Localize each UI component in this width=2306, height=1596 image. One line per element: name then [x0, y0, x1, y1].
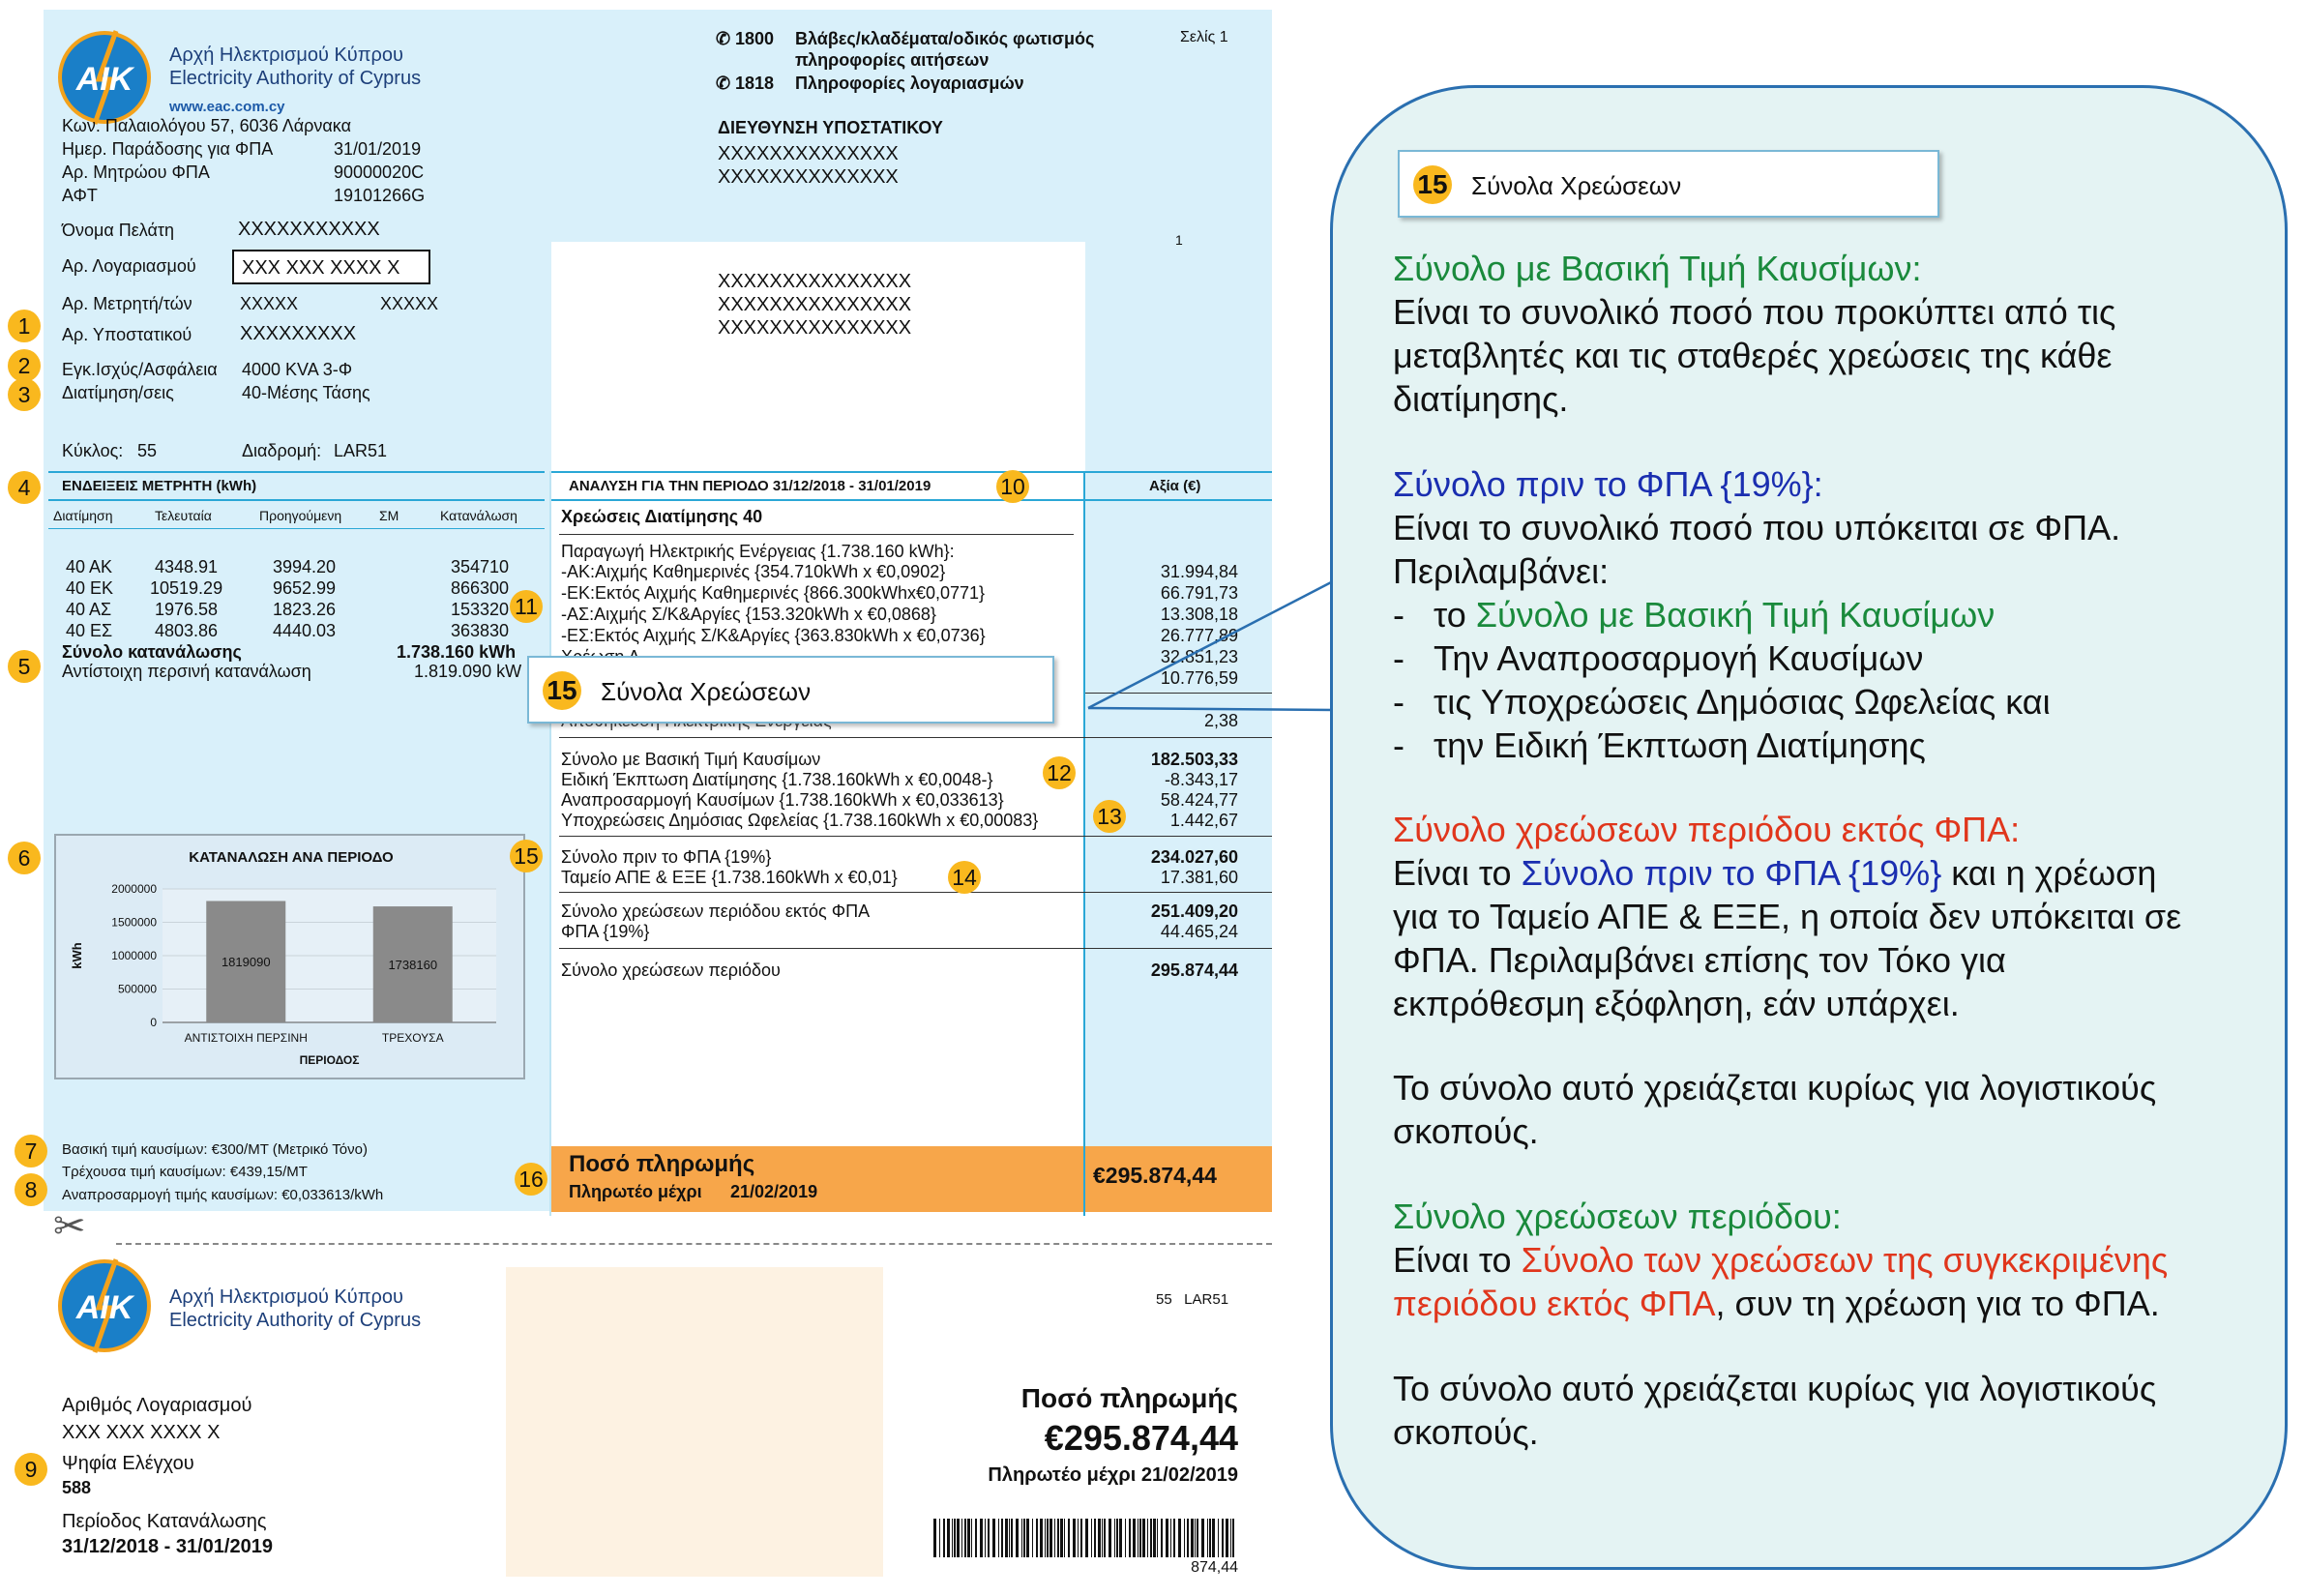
callout-p1-title: Σύνολο με Βασική Τιμή Καυσίμων: — [1393, 249, 1922, 288]
barcode-bar — [1005, 1519, 1008, 1557]
callout-p2-bullet4: την Ειδική Έκπτωση Διατίμησης — [1434, 725, 1926, 765]
summary-label: Αναπροσαρμογή Καυσίμων {1.738.160kWh x €0,033613} — [561, 790, 1004, 810]
callout-p4-line2-suffix: , συν τη χρέωση για το ΦΠΑ. — [1715, 1284, 2160, 1323]
stub-logo — [56, 1257, 153, 1354]
callout-p2-line1: Είναι το συνολικό ποσό που υπόκειται σε ΦΠΑ. — [1393, 508, 2121, 547]
stub-barcode — [933, 1519, 1238, 1557]
barcode-bar — [1153, 1519, 1156, 1557]
callout-p4-line1-prefix: Είναι το — [1393, 1240, 1522, 1280]
stub-account: XXX XXX XXXX X — [62, 1422, 221, 1443]
tariff-heading-rule — [559, 534, 1074, 535]
barcode-bar — [1036, 1519, 1038, 1557]
callout-connector — [1050, 580, 1340, 774]
barcode-bar — [952, 1519, 953, 1557]
svg-text:AIK: AIK — [75, 61, 133, 98]
summary-value: 182.503,33 — [1150, 750, 1238, 769]
chart-y-tick-label: 1000000 — [111, 949, 157, 962]
meter-col-tariff: Διατίμηση — [53, 508, 113, 523]
stub-pay-amount: €295.874,44 — [1044, 1418, 1238, 1458]
vat-reg-label: Αρ. Μητρώου ΦΠΑ — [62, 163, 210, 182]
barcode-bar — [1116, 1519, 1118, 1557]
chart-y-tick-label: 0 — [150, 1016, 157, 1029]
barcode-bar — [1195, 1519, 1196, 1557]
barcode-bar — [1080, 1519, 1082, 1557]
meter-cell-last: 10519.29 — [150, 578, 223, 598]
account-number: XXX XXX XXXX X — [242, 257, 400, 279]
vat-rule — [559, 948, 1272, 949]
barcode-bar — [1187, 1519, 1189, 1557]
barcode-bar — [1073, 1519, 1076, 1557]
barcode-bar — [967, 1519, 970, 1557]
callout-p3-title: Σύνολο χρεώσεων περιόδου εκτός ΦΠΑ: — [1393, 810, 2021, 849]
barcode-bar — [1170, 1519, 1171, 1557]
cycle-value: 55 — [137, 441, 158, 460]
phone1-number: 1800 — [735, 29, 775, 48]
barcode-bar — [1197, 1519, 1198, 1557]
before-vat-value: 234.027,60 — [1150, 847, 1238, 867]
callout-p4-line2 — [1393, 1282, 2160, 1325]
customer-name-label: Όνομα Πελάτη — [62, 221, 175, 240]
meter-cell-previous: 3994.20 — [273, 557, 337, 576]
barcode-bar — [1161, 1519, 1163, 1557]
pay-until-date: 21/02/2019 — [730, 1182, 818, 1201]
stub-check: 588 — [62, 1478, 92, 1497]
partial-charge-value: 2,38 — [1203, 711, 1238, 730]
meter-cell-previous: 4440.03 — [273, 621, 337, 640]
callout-p2-bullet1 — [1434, 593, 1995, 636]
marker-badge-8: 8 — [15, 1173, 47, 1206]
phone-icon-1: ✆ — [716, 29, 731, 48]
callout-p3-line3: ΦΠΑ. Περιλαμβάνει επίσης τον Τόκο για — [1393, 940, 2006, 980]
callout-bullet-dash: - — [1393, 638, 1404, 678]
meter-cell-last: 1976.58 — [155, 600, 219, 619]
barcode-bar — [1064, 1519, 1065, 1557]
marker-badge-3: 3 — [8, 378, 41, 411]
barcode-bar — [1147, 1519, 1148, 1557]
meter-cell-consumption: 354710 — [451, 557, 510, 576]
chart-y-tick-label: 2000000 — [111, 882, 157, 896]
res-fund-label: Ταμείο ΑΠΕ & ΕΞΕ {1.738.160kWh x €0,01} — [561, 868, 898, 887]
callout-p2-title: Σύνολο πριν το ΦΠΑ {19%}: — [1393, 464, 1823, 504]
stub-account-label: Αριθμός Λογαριασμού — [62, 1395, 252, 1416]
summary-value: 58.424,77 — [1160, 790, 1238, 810]
callout-p4-title: Σύνολο χρεώσεων περιόδου: — [1393, 1197, 1842, 1236]
meter-col-sm: ΣΜ — [379, 508, 399, 523]
before-vat-label: Σύνολο πριν το ΦΠΑ {19%} — [561, 847, 772, 867]
barcode-bar — [1129, 1519, 1131, 1557]
chart-category-label: ΤΡΕΧΟΥΣΑ — [381, 1031, 444, 1045]
barcode-bar — [992, 1519, 995, 1557]
marker-badge-13: 13 — [1093, 800, 1126, 833]
barcode-bar — [980, 1519, 983, 1557]
stub-check-label: Ψηφία Ελέγχου — [62, 1453, 194, 1474]
meter-cell-tariff: 40 AK — [66, 557, 113, 576]
consumption-chart — [54, 834, 525, 1079]
chart-y-tick-label: 500000 — [117, 982, 157, 996]
charge-line-value: 13.308,18 — [1160, 605, 1238, 624]
fuel-base-price: Βασική τιμή καυσίμων: €300/MT (Μετρικό Τόνο) — [62, 1141, 368, 1158]
analysis-title: ΑΝΑΛΥΣΗ ΓΙΑ ΤΗΝ ΠΕΡΙΟΔΟ 31/12/2018 - 31/01/2019 — [569, 478, 931, 494]
barcode-bar — [961, 1519, 962, 1557]
barcode-bar — [1207, 1519, 1208, 1557]
cut-line — [116, 1243, 1272, 1245]
barcode-bar — [1094, 1519, 1096, 1557]
fuel-adjustment: Αναπροσαρμογή τιμής καυσίμων: €0,033613/kWh — [62, 1187, 384, 1203]
period-total-label: Σύνολο χρεώσεων περιόδου — [561, 961, 781, 980]
account-number-label: Αρ. Λογαριασμού — [62, 256, 196, 276]
marker-badge-2: 2 — [8, 349, 41, 382]
stub-faded-notice — [506, 1267, 883, 1577]
barcode-bar — [1104, 1519, 1106, 1557]
barcode-bar — [1191, 1519, 1194, 1557]
premise-address-line2: XXXXXXXXXXXXXX — [718, 166, 899, 188]
barcode-bar — [943, 1519, 945, 1557]
callout-p4-line1 — [1393, 1238, 2168, 1282]
meter-cell-tariff: 40 AΣ — [66, 600, 112, 619]
barcode-bar — [1011, 1519, 1013, 1557]
barcode-bar — [1184, 1519, 1185, 1557]
premise-address-label: ΔΙΕΥΘΥΝΣΗ ΥΠΟΣΤΑΤΙΚΟΥ — [718, 118, 943, 137]
callout-bullet-dash: - — [1393, 595, 1404, 635]
totals-overlay-label — [527, 656, 1054, 724]
callout-title-text: Σύνολα Χρεώσεων — [1471, 171, 1682, 200]
barcode-bar — [1026, 1519, 1029, 1557]
previous-consumption-label: Αντίστοιχη περσινή κατανάλωση — [62, 662, 311, 681]
stub-pay-label: Ποσό πληρωμής — [1020, 1383, 1238, 1413]
fuel-current-price: Τρέχουσα τιμή καυσίμων: €439,15/MT — [62, 1164, 308, 1180]
hidden-value-1: 32.851,23 — [1160, 647, 1238, 666]
company-name-gr: Αρχή Ηλεκτρισμού Κύπρου — [169, 44, 403, 66]
meter-cell-previous: 9652.99 — [273, 578, 337, 598]
total-consumption: 1.738.160 kWh — [397, 642, 517, 662]
excl-vat-label: Σύνολο χρεώσεων περιόδου εκτός ΦΠΑ — [561, 901, 871, 921]
callout-p3-note2: σκοπούς. — [1393, 1111, 1539, 1151]
charge-line-value: 31.994,84 — [1160, 562, 1238, 581]
barcode-bar — [1060, 1519, 1063, 1557]
route-value: LAR51 — [334, 441, 388, 460]
chart-data-label: 1819090 — [221, 955, 271, 970]
callout-p3-line2: για το Ταμείο ΑΠΕ & ΕΞΕ, η οποία δεν υπόκειται σε — [1393, 897, 2182, 936]
company-name-en: Electricity Authority of Cyprus — [169, 68, 422, 89]
barcode-bar — [939, 1519, 940, 1557]
marker-badge-11: 11 — [510, 590, 543, 623]
tariff-label: Διατίμηση/σεις — [62, 383, 174, 402]
callout-p3-line1 — [1393, 851, 2156, 895]
barcode-bar — [1218, 1519, 1219, 1557]
charge-line-label: -ΕΚ:Εκτός Αιχμής Καθημερινές {866.300kWhx€0,0771} — [561, 583, 986, 603]
callout-p3-line4: εκπρόθεσμη εξόφληση, εάν υπάρχει. — [1393, 984, 1960, 1023]
callout-p3-line1-link: Σύνολο πριν το ΦΠΑ {19%} — [1521, 853, 1942, 893]
summary-value: -8.343,17 — [1164, 770, 1238, 789]
analysis-value-header: Αξία (€) — [1149, 478, 1201, 494]
route-label: Διαδρομή: — [242, 441, 322, 460]
callout-p2-line2: Περιλαμβάνει: — [1393, 551, 1610, 591]
callout-p2-bullet3: τις Υποχρεώσεις Δημόσιας Ωφελείας και — [1434, 682, 2051, 722]
meter-cell-last: 4348.91 — [155, 557, 219, 576]
callout-p1-line2: μεταβλητές και τις σταθερές χρεώσεις της κάθε — [1393, 336, 2113, 375]
marker-badge-4: 4 — [8, 471, 41, 504]
barcode-bar — [954, 1519, 956, 1557]
phone1-desc2: πληροφορίες αιτήσεων — [795, 50, 990, 70]
page-number: Σελίς 1 — [1180, 29, 1228, 45]
summary-label: Ειδική Έκπτωση Διατίμησης {1.738.160kWh x €0,0048-} — [561, 770, 993, 789]
summary-value: 1.442,67 — [1169, 811, 1238, 830]
barcode-bar — [1057, 1519, 1059, 1557]
barcode-bar — [1091, 1519, 1092, 1557]
meter-number-label: Αρ. Μετρητή/τών — [62, 294, 192, 313]
callout-p2-bullet2: Την Αναπροσαρμογή Καυσίμων — [1434, 638, 1924, 678]
callout-badge-15: 15 — [1413, 165, 1452, 204]
meter-readings-title: ΕΝΔΕΙΞΕΙΣ ΜΕΤΡΗΤΗ (kWh) — [62, 478, 257, 494]
barcode-bar — [1173, 1519, 1175, 1557]
marker-badge-14: 14 — [948, 861, 981, 894]
marker-badge-1: 1 — [8, 310, 41, 342]
account-number-box — [232, 250, 430, 284]
power-label: Εγκ.Ισχύς/Ασφάλεια — [62, 360, 218, 379]
chart-category-label: ΑΝΤΙΣΤΟΙΧΗ ΠΕΡΣΙΝΗ — [184, 1031, 308, 1045]
production-label: Παραγωγή Ηλεκτρικής Ενέργειας {1.738.160 kWh}: — [561, 542, 955, 561]
pay-until-label: Πληρωτέο μέχρι — [569, 1182, 702, 1201]
barcode-bar — [1078, 1519, 1079, 1557]
charge-line-label: -ΑΣ:Αιχμής Σ/Κ&Αργίες {153.320kWh x €0,0868} — [561, 605, 936, 624]
phone1-desc: Βλάβες/κλαδέματα/οδικός φωτισμός — [795, 29, 1095, 48]
barcode-bar — [1098, 1519, 1101, 1557]
power-value: 4000 KVA 3-Φ — [242, 360, 353, 379]
marker-badge-15: 15 — [510, 840, 543, 872]
overlay-label-text: Σύνολα Χρεώσεων — [601, 677, 812, 706]
phone-icon-2: ✆ — [716, 74, 731, 93]
callout-p4-note1: Το σύνολο αυτό χρειάζεται κυρίως για λογιστικούς — [1393, 1369, 2157, 1408]
eac-logo — [56, 29, 153, 126]
barcode-bar — [1226, 1519, 1228, 1557]
marker-badge-7: 7 — [15, 1135, 47, 1167]
barcode-bar — [1125, 1519, 1126, 1557]
barcode-bar — [1133, 1519, 1136, 1557]
res-fund-rule — [559, 892, 1272, 893]
barcode-bar — [1230, 1519, 1231, 1557]
res-fund-value: 17.381,60 — [1160, 868, 1238, 887]
stub-period-label: Περίοδος Κατανάλωσης — [62, 1511, 267, 1532]
meter-number-1: XXXXX — [240, 294, 299, 313]
tariff-charges-heading: Χρεώσεις Διατίμησης 40 — [561, 507, 763, 526]
company-website: www.eac.com.cy — [169, 99, 285, 115]
meter-col-consumption: Κατανάλωση — [440, 508, 517, 523]
tax-id-label: ΑΦΤ — [62, 186, 98, 205]
meter-header-rule — [48, 528, 545, 529]
marker-badge-9: 9 — [15, 1453, 47, 1486]
barcode-bar — [1045, 1519, 1046, 1557]
company-address: Κων. Παλαιολόγου 57, 6036 Λάρνακα — [62, 116, 351, 135]
chart-title: ΚΑΤΑΝΑΛΩΣΗ ΑΝΑ ΠΕΡΙΟΔΟ — [189, 849, 394, 866]
callout-bullet-dash: - — [1393, 682, 1404, 722]
barcode-bar — [933, 1519, 936, 1557]
vat-date: 31/01/2019 — [334, 139, 422, 159]
callout-p1-line1: Είναι το συνολικό ποσό που προκύπτει από τις — [1393, 292, 2116, 332]
barcode-bar — [1109, 1519, 1111, 1557]
barcode-bar — [1139, 1519, 1141, 1557]
premise-number-label: Αρ. Υποστατικού — [62, 325, 192, 344]
barcode-bar — [1142, 1519, 1145, 1557]
hidden-value-2: 10.776,59 — [1160, 668, 1238, 688]
barcode-bar — [1222, 1519, 1224, 1557]
charge-line-value: 26.777,89 — [1160, 626, 1238, 645]
barcode-bar — [947, 1519, 950, 1557]
meter-cell-tariff: 40 EK — [66, 578, 114, 598]
phone2-number: 1818 — [735, 74, 775, 93]
barcode-bar — [1068, 1519, 1070, 1557]
cycle-label: Κύκλος: — [62, 441, 124, 460]
excl-vat-value: 251.409,20 — [1150, 901, 1238, 921]
barcode-bar — [1047, 1519, 1049, 1557]
meter-cell-consumption: 363830 — [451, 621, 510, 640]
summary-rule — [559, 836, 1272, 837]
analysis-left-border — [549, 471, 551, 1216]
charge-line-label: -ΕΣ:Εκτός Αιχμής Σ/Κ&Αργίες {363.830kWh x €0,0736} — [561, 626, 986, 645]
vat-date-label: Ημερ. Παράδοσης για ΦΠΑ — [62, 139, 274, 159]
payment-label: Ποσό πληρωμής — [569, 1151, 755, 1177]
total-consumption-label: Σύνολο κατανάλωσης — [62, 642, 242, 662]
barcode-bar — [1016, 1519, 1019, 1557]
barcode-bar — [1009, 1519, 1010, 1557]
barcode-bar — [957, 1519, 960, 1557]
barcode-bar — [1119, 1519, 1122, 1557]
customer-name: XXXXXXXXXXX — [238, 219, 380, 240]
payment-bar-divider — [1083, 1146, 1085, 1212]
callout-p4-note2: σκοπούς. — [1393, 1412, 1539, 1452]
callout-p2-bullet1-prefix: το — [1434, 595, 1476, 635]
stub-company-en: Electricity Authority of Cyprus — [169, 1310, 422, 1331]
barcode-bar — [1085, 1519, 1088, 1557]
barcode-bar — [1023, 1519, 1025, 1557]
meter-number-2: XXXXX — [380, 294, 439, 313]
consumption-chart-svg — [56, 836, 527, 1081]
barcode-bar — [1001, 1519, 1003, 1557]
marker-badge-10: 10 — [996, 470, 1029, 503]
stub-period: 31/12/2018 - 31/01/2019 — [62, 1536, 273, 1557]
meter-title-rule-bottom — [48, 499, 545, 501]
meter-cell-consumption: 153320 — [451, 600, 510, 619]
barcode-bar — [1178, 1519, 1181, 1557]
marker-badge-5: 5 — [8, 650, 41, 683]
barcode-bar — [1114, 1519, 1115, 1557]
postal-line-2: XXXXXXXXXXXXXXX — [718, 294, 912, 315]
barcode-graphic — [933, 1519, 1238, 1557]
barcode-bar — [971, 1519, 972, 1557]
chart-x-axis-label: ΠΕΡΙΟΔΟΣ — [299, 1053, 360, 1067]
barcode-bar — [1209, 1519, 1211, 1557]
barcode-bar — [1102, 1519, 1103, 1557]
previous-consumption: 1.819.090 kW — [414, 662, 522, 681]
postal-line-1: XXXXXXXXXXXXXXX — [718, 271, 912, 292]
callout-p2-bullet1-link: Σύνολο με Βασική Τιμή Καυσίμων — [1475, 595, 1996, 635]
tax-id: 19101266G — [334, 186, 426, 205]
barcode-bar — [1021, 1519, 1022, 1557]
chart-y-axis-label: kWh — [70, 942, 84, 969]
callout-bullet-dash: - — [1393, 725, 1404, 765]
charge-line-value: 66.791,73 — [1160, 583, 1238, 603]
barcode-bar — [985, 1519, 986, 1557]
callout-p1-line3: διατίμησης. — [1393, 379, 1569, 419]
vat-value: 44.465,24 — [1160, 922, 1238, 941]
chart-y-tick-label: 1500000 — [111, 915, 157, 930]
barcode-bar — [964, 1519, 966, 1557]
meter-cell-tariff: 40 EΣ — [66, 621, 113, 640]
barcode-bar — [998, 1519, 999, 1557]
callout-p3-line1-suffix: και η χρέωση — [1941, 853, 2157, 893]
barcode-bar — [1054, 1519, 1055, 1557]
tariff-value: 40-Μέσης Τάσης — [242, 383, 370, 402]
svg-text:AIK: AIK — [75, 1289, 133, 1326]
barcode-bar — [1232, 1519, 1234, 1557]
barcode-bar — [1040, 1519, 1043, 1557]
barcode-bar — [1150, 1519, 1152, 1557]
vat-label: ΦΠΑ {19%} — [561, 922, 650, 941]
meter-cell-previous: 1823.26 — [273, 600, 337, 619]
barcode-bar — [1157, 1519, 1158, 1557]
barcode-bar — [1201, 1519, 1204, 1557]
barcode-bar — [975, 1519, 977, 1557]
phone2-desc: Πληροφορίες λογαριασμών — [795, 74, 1024, 93]
meter-cell-consumption: 866300 — [451, 578, 510, 598]
small-mark: 1 — [1175, 232, 1183, 248]
marker-badge-16: 16 — [515, 1163, 547, 1196]
callout-p3-line1-prefix: Είναι το — [1393, 853, 1522, 893]
stub-barcode-number: 874,44 — [1191, 1559, 1238, 1576]
meter-title-rule-top — [48, 471, 545, 473]
charge-line-label: -ΑΚ:Αιχμής Καθημερινές {354.710kWh x €0,0902} — [561, 562, 946, 581]
scissors-icon: ✂ — [53, 1205, 86, 1248]
meter-col-last: Τελευταία — [155, 508, 212, 523]
analysis-title-rule-top — [551, 471, 1272, 473]
payment-amount: €295.874,44 — [1093, 1163, 1217, 1188]
premise-address-line1: XXXXXXXXXXXXXX — [718, 143, 899, 164]
summary-label: Σύνολο με Βασική Τιμή Καυσίμων — [561, 750, 821, 769]
overlay-badge-15: 15 — [543, 671, 581, 710]
callout-p3-note1: Το σύνολο αυτό χρειάζεται κυρίως για λογιστικούς — [1393, 1068, 2157, 1108]
stub-pay-until: Πληρωτέο μέχρι 21/02/2019 — [988, 1464, 1238, 1486]
period-total-value: 295.874,44 — [1150, 961, 1238, 980]
callout-title-label — [1398, 150, 1939, 218]
chart-data-label: 1738160 — [388, 958, 438, 973]
postal-line-3: XXXXXXXXXXXXXXX — [718, 317, 912, 339]
summary-label: Υποχρεώσεις Δημόσιας Ωφελείας {1.738.160kWh x €0,00083} — [561, 811, 1039, 830]
analysis-title-rule-bottom — [551, 499, 1272, 501]
barcode-bar — [1166, 1519, 1168, 1557]
marker-badge-12: 12 — [1043, 756, 1076, 789]
barcode-bar — [1212, 1519, 1215, 1557]
vat-reg: 90000020C — [334, 163, 425, 182]
callout-p4-line2-link: περιόδου εκτός ΦΠΑ — [1393, 1284, 1716, 1323]
barcode-bar — [1032, 1519, 1033, 1557]
barcode-bar — [988, 1519, 990, 1557]
premise-number: XXXXXXXXX — [240, 323, 357, 344]
meter-cell-last: 4803.86 — [155, 621, 219, 640]
callout-p4-line1-link: Σύνολο των χρεώσεων της συγκεκριμένης — [1521, 1240, 2169, 1280]
stub-company-gr: Αρχή Ηλεκτρισμού Κύπρου — [169, 1286, 403, 1308]
stub-cycle-route: 55 LAR51 — [1156, 1291, 1229, 1308]
barcode-bar — [1050, 1519, 1052, 1557]
meter-col-previous: Προηγούμενη — [259, 508, 342, 523]
marker-badge-6: 6 — [8, 842, 41, 874]
